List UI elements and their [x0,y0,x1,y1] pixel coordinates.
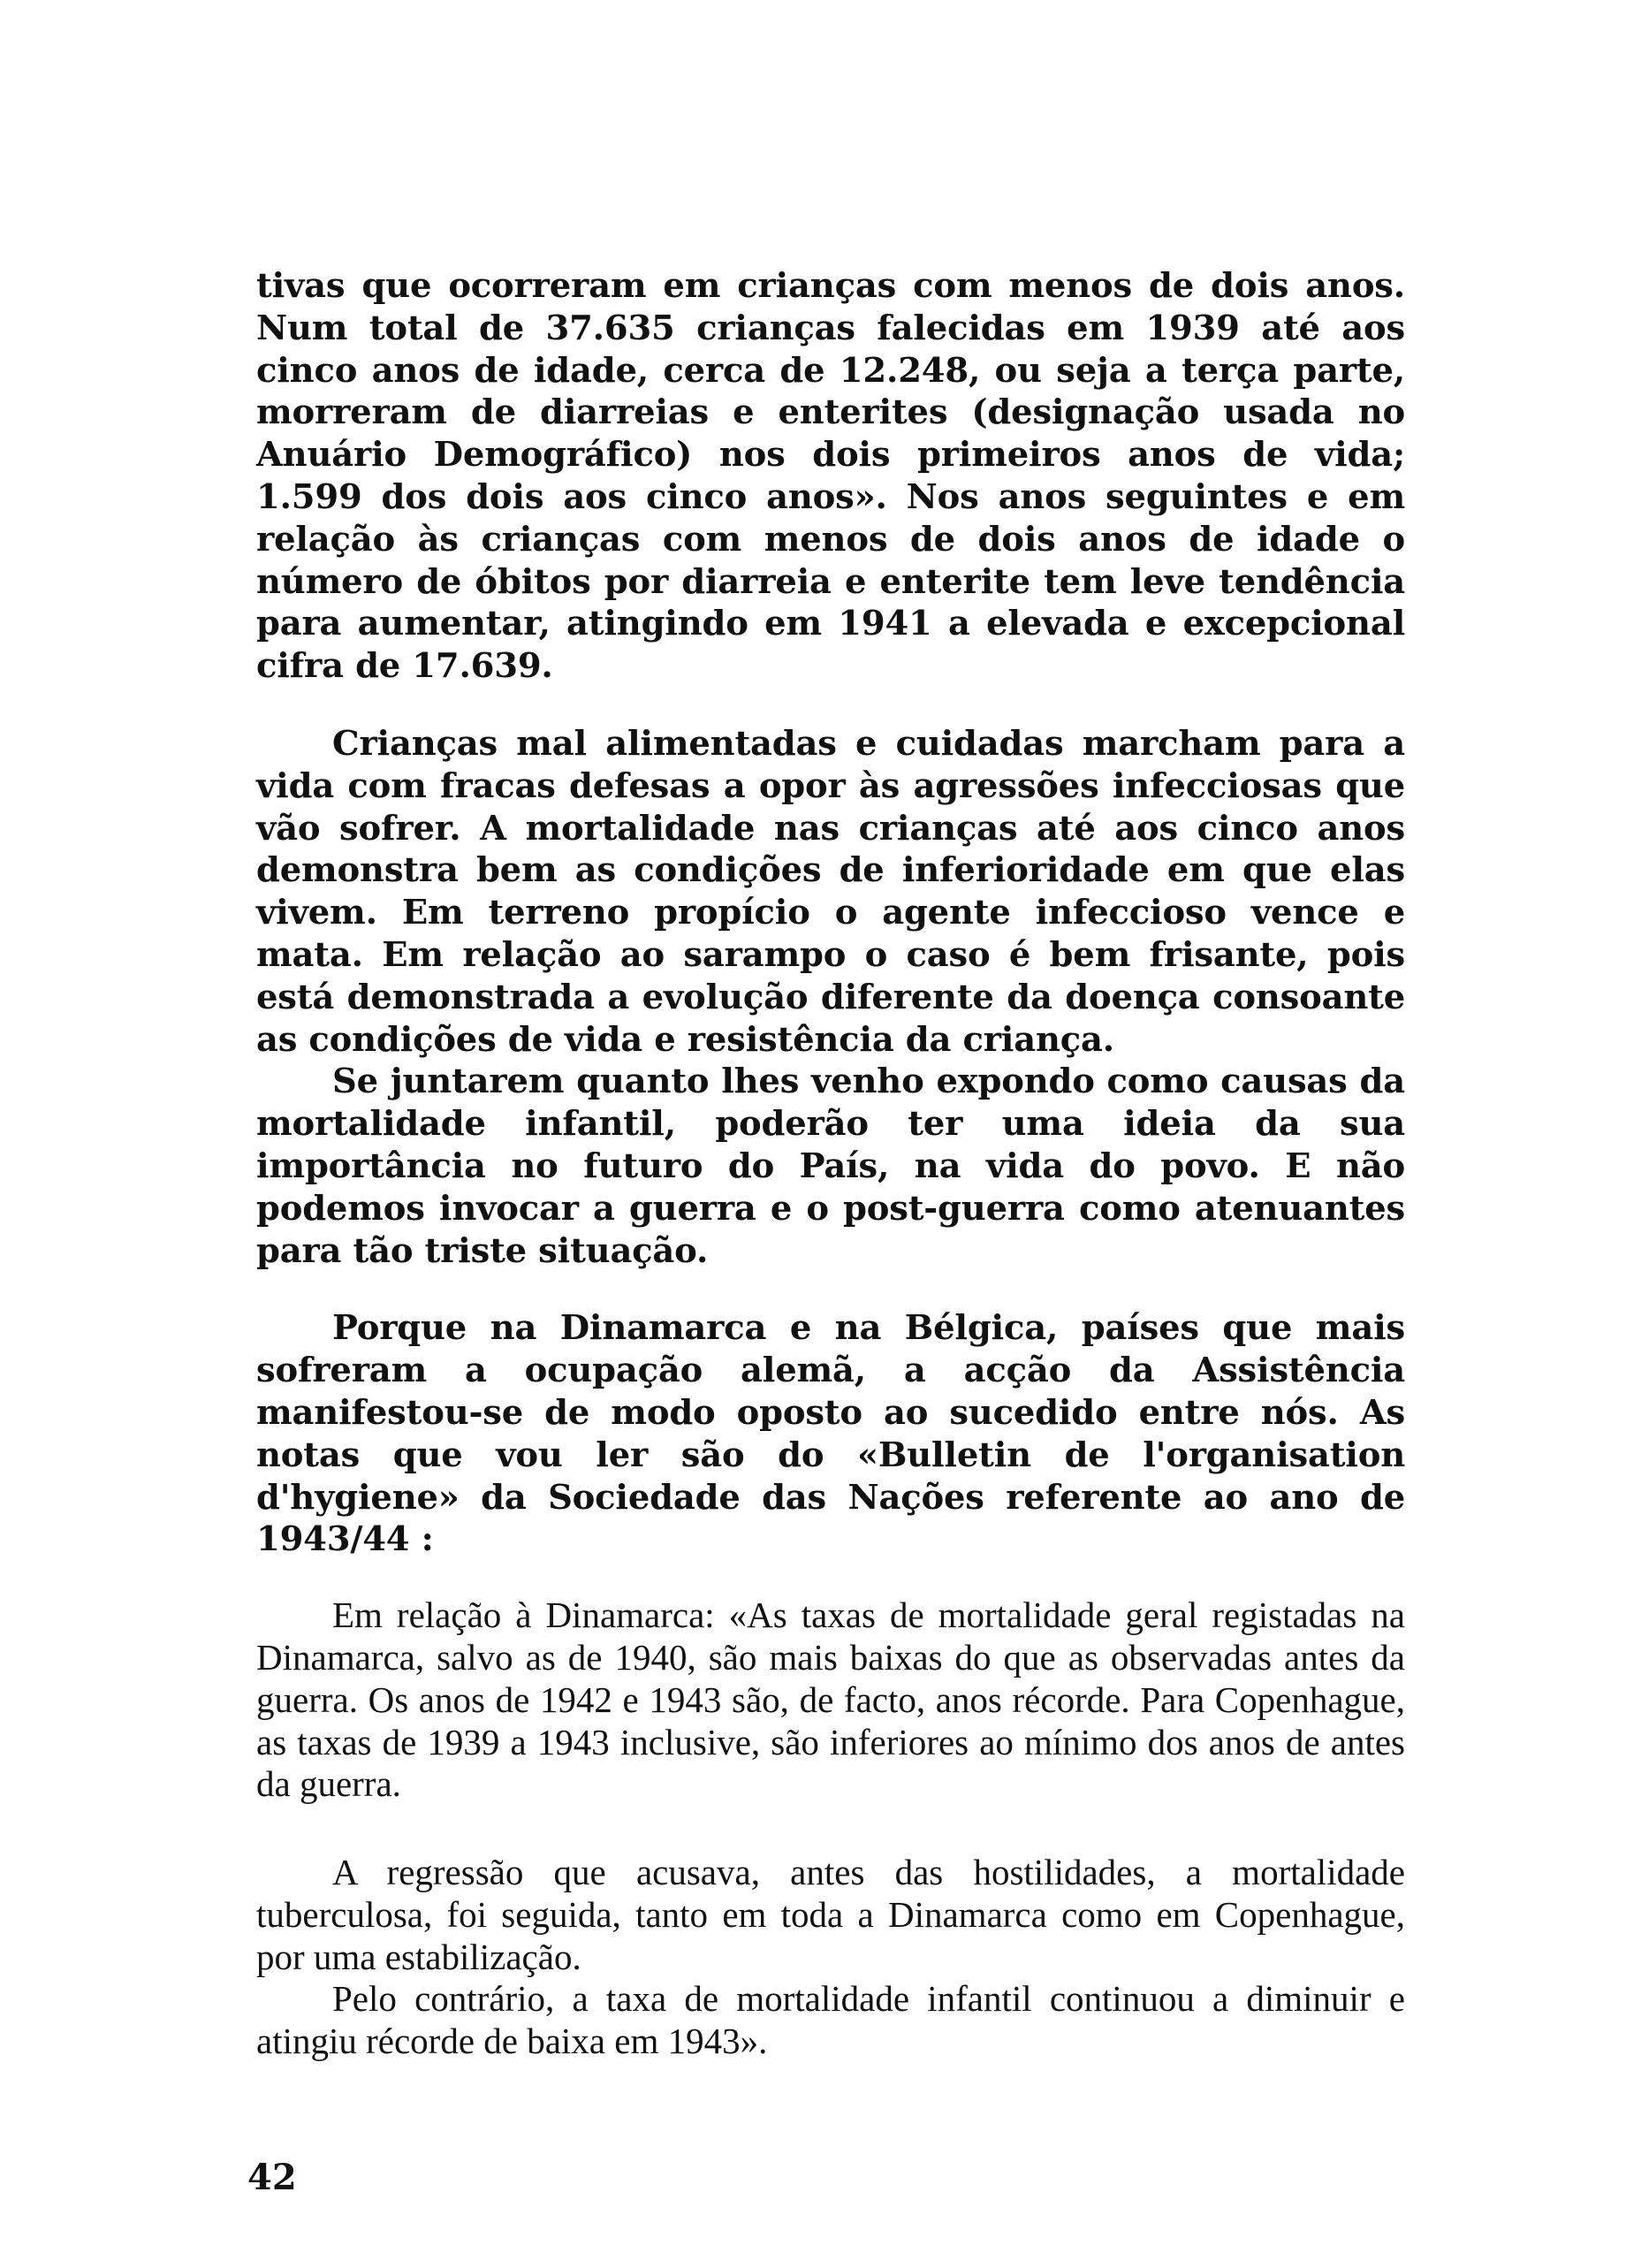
quote-paragraph-1: Em relação à Dinamarca: «As taxas de mortalidade geral registadas na Dinamarca, salvo as de 1940, são mais baixas do que as observadas antes da guerra. Os anos de 1942 e 1943 são, de facto, anos récorde. Para Copenhague, as taxas de 1939 a 1943 inclusive, são inferiores ao mínimo dos anos de antes da guerra. [256,1594,1405,1805]
quote-paragraph-2: A regressão que acusava, antes das hostilidades, a mortalidade tuberculosa, foi seguida, tanto em toda a Dinamarca como em Copenhague, por uma estabilização. [256,1852,1405,1977]
paragraph-1: tivas que ocorreram em crianças com menos de dois anos. Num total de 37.635 crianças falecidas em 1939 até aos cinco anos de idade, cerca de 12.248, ou seja a terça parte, morreram de diarreias e enterites (designação usada no Anuário Demográfico) nos dois primeiros anos de vida; 1.599 dos dois aos cinco anos». Nos anos seguintes e em relação às crianças com menos de dois anos de idade o número de óbitos por diarreia e enterite tem leve tendência para aumentar, atingindo em 1941 a elevada e excepcional cifra de 17.639. [256,266,1405,687]
quote-paragraph-3: Pelo contrário, a taxa de mortalidade infantil continuou a diminuir e atingiu récorde de baixa em 1943». [256,1978,1405,2062]
paragraph-2: Crianças mal alimentadas e cuidadas marcham para a vida com fracas defesas a opor às agressões infecciosas que vão sofrer. A mortalidade nas crianças até aos cinco anos demonstra bem as condições de inferioridade em que elas vivem. Em terreno propício o agente infeccioso vence e mata. Em relação ao sarampo o caso é bem frisante, pois está demonstrada a evolução diferente da doença consoante as condições de vida e resistência da criança. [256,723,1405,1060]
page-body [256,265,1405,2063]
paragraph-3: Se juntarem quanto lhes venho expondo como causas da mortalidade infantil, poderão ter uma ideia da sua importância no futuro do País, na vida do povo. E não podemos invocar a guerra e o post-guerra como atenuantes para tão triste situação. [256,1062,1405,1271]
paragraph-4: Porque na Dinamarca e na Bélgica, países que mais sofreram a ocupação alemã, a acção da Assistência manifestou-se de modo oposto ao sucedido entre nós. As notas que vou ler são do «Bulletin de l'organisation d'hygiene» da Sociedade das Nações referente ao ano de 1943/44 : [256,1308,1405,1560]
page-number: 42 [247,2157,297,2198]
